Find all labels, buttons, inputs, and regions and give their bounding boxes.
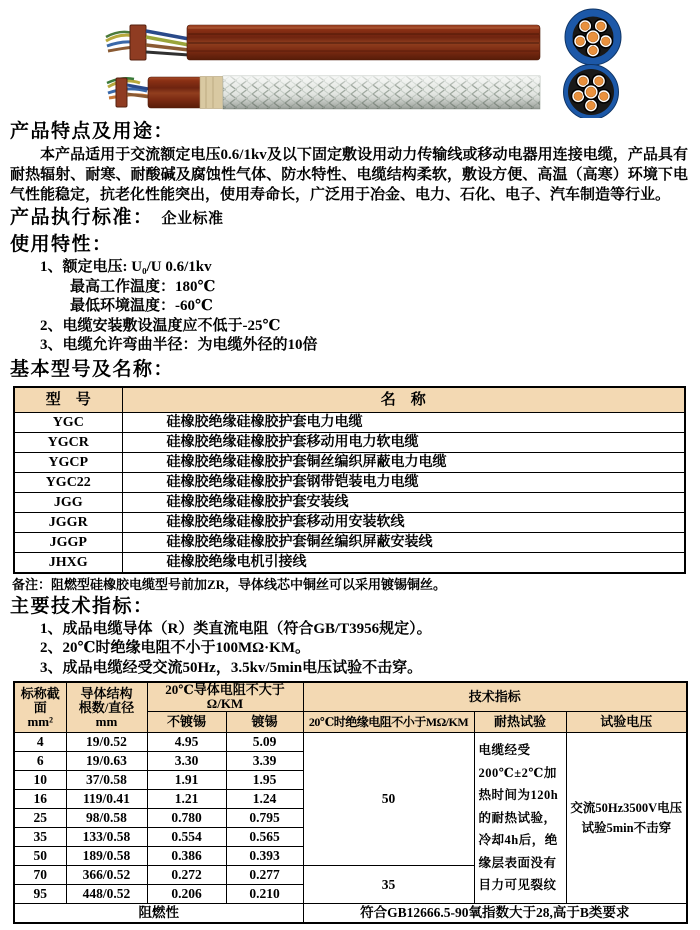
structure-header-line1: 导体结构 xyxy=(80,685,133,701)
usage-item: 3、电缆允许弯曲半径：为电缆外径的10倍 xyxy=(40,337,318,353)
tech-item: 1、成品电缆导体（R）类直流电阻（符合GB/T3956规定）。 xyxy=(40,620,432,637)
structure-col-header xyxy=(66,682,147,733)
tech-title: 主要技术指标： xyxy=(10,595,154,617)
structure-cell: 189/0.58 xyxy=(66,847,147,866)
structure-cell: 37/0.58 xyxy=(66,771,147,790)
model-row xyxy=(14,472,685,492)
section-cell: 6 xyxy=(14,752,66,771)
tinned-cell: 0.277 xyxy=(226,866,303,885)
untinned-cell: 4.95 xyxy=(147,733,226,752)
untinned-col-header: 不镀锡 xyxy=(147,712,226,733)
model-code-cell: YGCP xyxy=(14,452,122,472)
voltage-col-header: 试验电压 xyxy=(566,712,687,733)
model-row xyxy=(14,552,685,573)
usage-list xyxy=(10,258,688,356)
voltage-test-cell: 交流50Hz3500V电压试验5min不击穿 xyxy=(566,733,687,904)
models-note: 备注：阻燃型硅橡胶电缆型号前加ZR，导体线芯中铜丝可以采用镀锡铜丝。 xyxy=(12,576,447,592)
model-code-cell: YGCR xyxy=(14,432,122,452)
model-row xyxy=(14,532,685,552)
model-name-cell: 硅橡胶绝缘硅橡胶护套铜丝编织屏蔽电力电缆 xyxy=(122,452,685,472)
section-cell: 10 xyxy=(14,771,66,790)
usage-item: 1、额定电压: U₀/U 0.6/1kv xyxy=(40,259,212,275)
tech-item: 2、20℃时绝缘电阻不小于100MΩ·KM。 xyxy=(40,640,310,656)
cable-images xyxy=(10,4,688,118)
cable-photo-2 xyxy=(107,76,540,109)
cable-cross-section-1 xyxy=(565,9,621,65)
tinned-cell: 0.210 xyxy=(226,885,303,904)
tinned-cell: 0.565 xyxy=(226,828,303,847)
usage-title: 使用特性： xyxy=(10,234,113,255)
section-cell: 70 xyxy=(14,866,66,885)
flame-value-cell: 符合GB12666.5-90氧指数大于28,高于B类要求 xyxy=(303,904,687,924)
model-code-cell: JGG xyxy=(14,492,122,512)
structure-cell: 98/0.58 xyxy=(66,809,147,828)
untinned-cell: 0.386 xyxy=(147,847,226,866)
usage-item: 最低环境温度：-60℃ xyxy=(70,298,213,314)
spec-row xyxy=(14,733,687,752)
section-cell: 50 xyxy=(14,847,66,866)
structure-header-line3: mm xyxy=(95,713,118,729)
structure-cell: 448/0.52 xyxy=(66,885,147,904)
model-name-cell: 硅橡胶绝缘硅橡胶护套移动用安装软线 xyxy=(122,512,685,532)
untinned-cell: 1.21 xyxy=(147,790,226,809)
cable-cross-section-2 xyxy=(564,65,619,119)
model-row xyxy=(14,412,685,432)
flame-label-cell: 阻燃性 xyxy=(14,904,303,924)
insulation-col-header: 20℃时绝缘电阻不小于MΩ/KM xyxy=(303,712,474,733)
usage-item: 最高工作温度：180℃ xyxy=(70,278,216,295)
structure-header-line2: 根数/直径 xyxy=(78,699,135,715)
structure-cell: 19/0.52 xyxy=(66,733,147,752)
untinned-cell: 3.30 xyxy=(147,752,226,771)
tinned-cell: 0.393 xyxy=(226,847,303,866)
name-col-header: 名 称 xyxy=(122,387,685,413)
model-name-cell: 硅橡胶绝缘硅橡胶护套安装线 xyxy=(122,492,685,512)
tech-list xyxy=(10,620,688,679)
section-cell: 16 xyxy=(14,790,66,809)
section-header-line1: 标称截面 xyxy=(20,685,60,715)
insulation-value-cell: 35 xyxy=(303,866,474,904)
structure-cell: 133/0.58 xyxy=(66,828,147,847)
features-title: 产品特点及用途： xyxy=(10,121,175,142)
model-code-cell: JHXG xyxy=(14,552,122,573)
standard-title: 产品执行标准： xyxy=(10,207,154,228)
tinned-cell: 1.24 xyxy=(226,790,303,809)
section-header-line2: mm² xyxy=(27,713,54,729)
model-col-header: 型 号 xyxy=(14,387,122,413)
section-cell: 95 xyxy=(14,885,66,904)
model-name-cell: 硅橡胶绝缘电机引接线 xyxy=(122,552,685,573)
untinned-cell: 1.91 xyxy=(147,771,226,790)
untinned-cell: 0.554 xyxy=(147,828,226,847)
heat-test-cell: 电缆经受200℃±2℃加热时间为120h的耐热试验，冷却4h后，绝缘层表面没有目力可见裂纹 xyxy=(474,733,566,904)
model-code-cell: JGGR xyxy=(14,512,122,532)
tinned-cell: 0.795 xyxy=(226,809,303,828)
untinned-cell: 0.272 xyxy=(147,866,226,885)
models-title: 基本型号及名称： xyxy=(10,358,175,380)
structure-cell: 119/0.41 xyxy=(66,790,147,809)
section-cell: 25 xyxy=(14,809,66,828)
model-row xyxy=(14,432,685,452)
model-table xyxy=(13,386,686,574)
model-row xyxy=(14,452,685,472)
standard-row xyxy=(10,206,688,231)
insulation-value-cell: 50 xyxy=(303,733,474,866)
model-name-cell: 硅橡胶绝缘硅橡胶护套铜丝编织屏蔽安装线 xyxy=(122,532,685,552)
tinned-cell: 3.39 xyxy=(226,752,303,771)
untinned-cell: 0.206 xyxy=(147,885,226,904)
section-cell: 35 xyxy=(14,828,66,847)
flame-row xyxy=(14,904,687,924)
model-name-cell: 硅橡胶绝缘硅橡胶护套移动用电力软电缆 xyxy=(122,432,685,452)
model-code-cell: YGC xyxy=(14,412,122,432)
cable-photo-1 xyxy=(106,25,540,60)
model-code-cell: YGC22 xyxy=(14,472,122,492)
tech-item: 3、成品电缆经受交流50Hz，3.5kv/5min电压试验不击穿。 xyxy=(40,659,423,676)
standard-value: 企业标准 xyxy=(161,211,224,227)
tinned-col-header: 镀锡 xyxy=(226,712,303,733)
model-row xyxy=(14,512,685,532)
model-code-cell: JGGP xyxy=(14,532,122,552)
tinned-cell: 5.09 xyxy=(226,733,303,752)
untinned-cell: 0.780 xyxy=(147,809,226,828)
spec-header-row-1 xyxy=(14,682,687,712)
model-row xyxy=(14,492,685,512)
model-table-header-row xyxy=(14,387,685,413)
section-col-header xyxy=(14,682,66,733)
tech-group-header: 技术指标 xyxy=(303,682,687,712)
model-name-cell: 硅橡胶绝缘硅橡胶护套钢带铠装电力电缆 xyxy=(122,472,685,492)
usage-item: 2、电缆安装敷设温度应不低于-25℃ xyxy=(40,317,281,334)
features-body: 本产品适用于交流额定电压0.6/1kv及以下固定敷设用动力传输线或移动电器用连接电缆，产品具有耐热辐射、耐寒、耐酸碱及腐蚀性气体、防水特性、电缆结构柔软，敷设方便、高温（高寒）环境下电气性能稳定，抗老化性能突出，使用寿命长，广泛用于冶金、电力、石化、电子、汽车制造等行业。 xyxy=(10,147,688,203)
structure-cell: 19/0.63 xyxy=(66,752,147,771)
spec-table xyxy=(13,681,688,924)
structure-cell: 366/0.52 xyxy=(66,866,147,885)
resistance-group-header: 20℃导体电阻不大于Ω/KM xyxy=(147,682,303,712)
section-cell: 4 xyxy=(14,733,66,752)
tinned-cell: 1.95 xyxy=(226,771,303,790)
model-name-cell: 硅橡胶绝缘硅橡胶护套电力电缆 xyxy=(122,412,685,432)
heat-col-header: 耐热试验 xyxy=(474,712,566,733)
cable-illustrations xyxy=(10,4,700,118)
